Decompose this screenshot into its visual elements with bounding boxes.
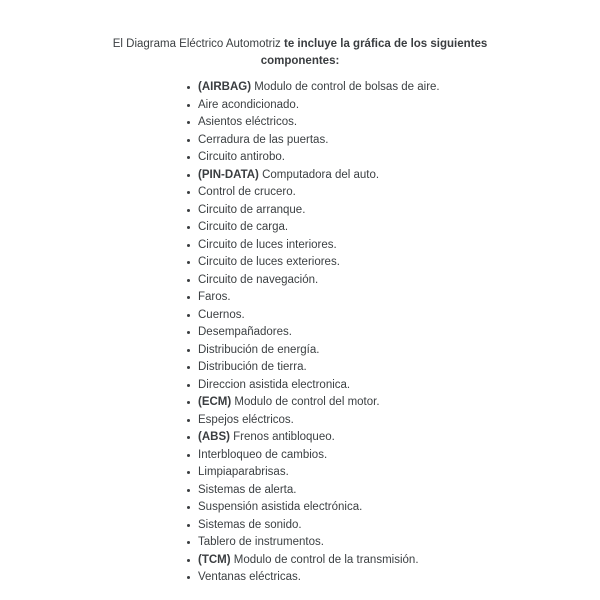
component-label: Faros.	[198, 291, 231, 303]
list-item	[198, 132, 600, 150]
component-label: Modulo de control de la transmisión.	[230, 553, 419, 566]
component-label: Desempañadores.	[198, 326, 292, 338]
component-label: Asientos eléctricos.	[198, 116, 298, 128]
list-item	[198, 97, 600, 115]
component-label: Computadora del auto.	[258, 168, 380, 181]
list-item	[198, 552, 600, 570]
list-item	[198, 307, 600, 325]
page-title-bold-line2: componentes:	[260, 55, 340, 67]
component-label: Circuito de arranque.	[198, 203, 306, 216]
component-label: Modulo de control del motor.	[231, 396, 380, 408]
component-label: Circuito antirobo.	[198, 151, 285, 163]
list-item	[198, 79, 600, 97]
list-item	[198, 394, 600, 412]
component-label: Cerradura de las puertas.	[198, 133, 329, 146]
component-acronym: (AIRBAG)	[198, 81, 252, 93]
component-label: Interbloqueo de cambios.	[198, 448, 328, 461]
component-label: Circuito de navegación.	[198, 273, 319, 286]
component-label: Cuernos.	[198, 308, 245, 321]
list-item	[198, 149, 600, 167]
component-label: Circuito de luces exteriores.	[198, 256, 340, 268]
page-title-bold-line1: te incluye la gráfica de los siguientes	[284, 38, 488, 50]
list-item	[198, 412, 600, 430]
list-item	[198, 359, 600, 377]
list-item	[198, 569, 600, 587]
component-label: Distribución de energía.	[198, 343, 320, 356]
component-acronym: (ABS)	[198, 431, 230, 443]
component-label: Ventanas eléctricas.	[198, 571, 301, 583]
list-item	[198, 289, 600, 307]
list-item	[198, 219, 600, 237]
component-label: Circuito de carga.	[198, 221, 289, 233]
component-label: Tablero de instrumentos.	[198, 536, 324, 548]
components-list	[0, 79, 600, 587]
list-item	[198, 324, 600, 342]
list-item	[198, 447, 600, 465]
component-label: Direccion asistida electronica.	[198, 378, 351, 391]
list-item	[198, 114, 600, 132]
page-title	[0, 0, 600, 70]
list-item	[198, 482, 600, 500]
component-label: Sistemas de sonido.	[198, 518, 302, 531]
list-item	[198, 272, 600, 290]
component-label: Control de crucero.	[198, 186, 296, 198]
list-item	[198, 202, 600, 220]
component-acronym: (PIN-DATA)	[198, 168, 259, 181]
component-label: Circuito de luces interiores.	[198, 238, 337, 251]
list-item	[198, 517, 600, 535]
page-title-regular: El Diagrama Eléctrico Automotriz	[112, 38, 285, 50]
component-label: Espejos eléctricos.	[198, 413, 294, 426]
component-acronym: (TCM)	[198, 553, 231, 566]
list-item	[198, 184, 600, 202]
component-label: Limpiaparabrisas.	[198, 466, 289, 478]
list-item	[198, 377, 600, 395]
list-item	[198, 499, 600, 517]
component-label: Sistemas de alerta.	[198, 483, 297, 496]
component-label: Distribución de tierra.	[198, 361, 307, 373]
component-acronym: (ECM)	[198, 396, 232, 408]
list-item	[198, 429, 600, 447]
component-label: Modulo de control de bolsas de aire.	[251, 81, 440, 93]
list-item	[198, 254, 600, 272]
component-label: Frenos antibloqueo.	[229, 431, 335, 443]
list-item	[198, 342, 600, 360]
list-item	[198, 464, 600, 482]
list-item	[198, 534, 600, 552]
component-label: Suspensión asistida electrónica.	[198, 501, 363, 513]
component-label: Aire acondicionado.	[198, 98, 300, 111]
list-item	[198, 167, 600, 185]
list-item	[198, 237, 600, 255]
